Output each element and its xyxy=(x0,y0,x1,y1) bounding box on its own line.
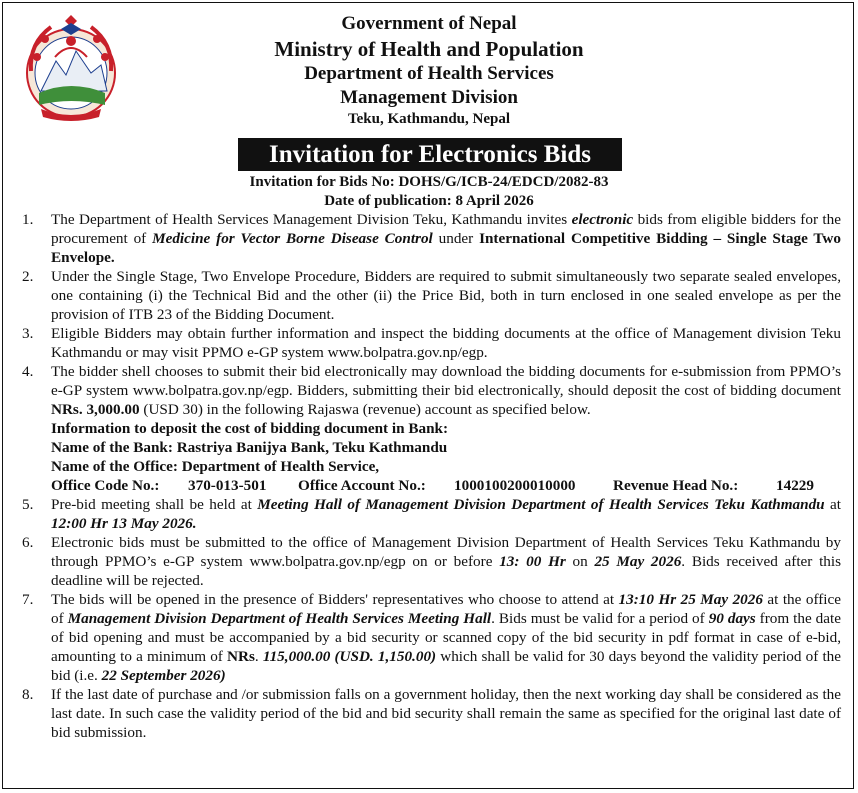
item-text: . Bids received after this deadline will be rejected. xyxy=(51,553,842,589)
list-item xyxy=(3,685,855,742)
item-text: Pre-bid meeting shall be held at xyxy=(51,496,258,513)
list-item xyxy=(3,495,855,533)
govt-title: Government of Nepal xyxy=(341,13,517,34)
item-text: at the office of xyxy=(51,591,841,627)
item-text: from the date of bid opening and must be accompanied by a bid security or scanned copy of the bid security in pdf format in case of e-bid, amounting to a minimum of xyxy=(51,610,841,665)
list-item xyxy=(3,590,855,685)
item-number: 1. xyxy=(22,211,34,228)
item-number: 4. xyxy=(22,363,34,380)
office-code-label: Office Code No.: xyxy=(51,477,160,494)
office-code: 370-013-501 xyxy=(188,477,267,494)
list-item xyxy=(3,533,855,590)
item-text: Eligible Bidders may obtain further information and inspect the bidding documents at the office of Management division Teku Kathmandu or may visit PPMO e-GP system www.bolpatra.gov.np/egp. xyxy=(51,325,841,361)
item-text: . xyxy=(254,648,263,665)
revenue-head-label: Revenue Head No.: xyxy=(613,477,739,494)
item-text: The Department of Health Services Management Division Teku, Kathmandu invites xyxy=(51,211,572,228)
item-number: 8. xyxy=(22,686,34,703)
item-text-emphasis: electronic xyxy=(571,211,634,228)
notice-page xyxy=(2,2,854,789)
list-item xyxy=(3,267,855,324)
ministry-title: Ministry of Health and Population xyxy=(274,37,584,61)
notice-title: Invitation for Electronics Bids xyxy=(238,138,622,171)
item-text: (USD 30) in the following Rajaswa (revenue) account as specified below. xyxy=(139,401,591,418)
opening-time: 13:10 Hr 25 May 2026 xyxy=(618,591,763,608)
item-text: Under the Single Stage, Two Envelope Procedure, Bidders are required to submit simultaneously two separate sealed envelopes, one containing (i) the Technical Bid and the other (ii) the Price Bid, both in turn enclosed in one sealed envelope as per the provision of ITB 23 of the Bidding Document. xyxy=(51,268,841,323)
document-cost: NRs. 3,000.00 xyxy=(51,401,140,418)
bank-info-heading: Information to deposit the cost of bidding document in Bank: xyxy=(51,420,449,437)
item-text: If the last date of purchase and /or submission falls on a government holiday, then the next working day shall be considered as the last date. In such case the validity period of the bid and bid security shall remain the same as specified for the original last date of bid submission. xyxy=(51,686,841,741)
list-item xyxy=(3,210,855,267)
bid-security-amount: 115,000.00 (USD. 1,150.00) xyxy=(262,648,437,665)
division-title: Management Division xyxy=(340,87,518,108)
item-text: under xyxy=(432,230,480,247)
item-number: 2. xyxy=(22,268,34,285)
item-text: The bids will be opened in the presence of Bidders' representatives who choose to attend at xyxy=(51,591,619,608)
address: Teku, Kathmandu, Nepal xyxy=(348,111,510,127)
office-name: Name of the Office: Department of Health Service, xyxy=(51,458,380,475)
bank-name: Name of the Bank: Rastriya Banijya Bank, Teku Kathmandu xyxy=(51,439,448,456)
department-title: Department of Health Services xyxy=(304,63,554,84)
procurement-name: Medicine for Vector Borne Disease Control xyxy=(152,230,433,247)
item-text: The bidder shell chooses to submit their bid electronically may download the bidding documents for e-submission from PPMO’s e-GP system www.bolpatra.gov.np/egp. Bidders, submitting their bid electronically, should deposit the cost of bidding document xyxy=(51,363,841,399)
item-text: at xyxy=(824,496,841,513)
notice-body xyxy=(3,210,855,742)
security-validity-date: 22 September 2026) xyxy=(101,667,226,684)
list-item xyxy=(3,324,855,362)
validity-period: 90 days xyxy=(708,610,756,627)
publication-date: Date of publication: 8 April 2026 xyxy=(324,193,534,209)
opening-venue: Management Division Department of Health Services Meeting Hall xyxy=(67,610,492,627)
bid-number: Invitation for Bids No: DOHS/G/ICB-24/EDCD/2082-83 xyxy=(249,174,609,190)
submission-date: 25 May 2026 xyxy=(594,553,682,570)
office-account: 1000100200010000 xyxy=(454,477,576,494)
item-number: 3. xyxy=(22,325,34,342)
account-details-row xyxy=(51,476,841,495)
list-item xyxy=(3,362,855,495)
prebid-time: 12:00 Hr 13 May 2026. xyxy=(51,515,197,532)
bidding-method: International Competitive Bidding – Single Stage Two Envelope. xyxy=(51,230,841,266)
item-number: 7. xyxy=(22,591,34,608)
item-number: 5. xyxy=(22,496,34,513)
item-text: on xyxy=(565,553,595,570)
item-text: . Bids must be valid for a period of xyxy=(491,610,709,627)
item-text: which shall be valid for 30 days beyond the validity period of the bid (i.e. xyxy=(51,648,841,684)
item-number: 6. xyxy=(22,534,34,551)
submission-time: 13: 00 Hr xyxy=(499,553,566,570)
currency-label: NRs xyxy=(227,648,255,665)
office-account-label: Office Account No.: xyxy=(298,477,426,494)
item-text: Electronic bids must be submitted to the office of Management Division Department of Health Services Teku Kathmandu by through PPMO’s e-GP system www.bolpatra.gov.np/egp on or before xyxy=(51,534,841,570)
prebid-venue: Meeting Hall of Management Division Department of Health Services Teku Kathmandu xyxy=(257,496,825,513)
item-text: bids from eligible bidders for the procurement of xyxy=(51,211,841,247)
revenue-head: 14229 xyxy=(776,477,814,494)
